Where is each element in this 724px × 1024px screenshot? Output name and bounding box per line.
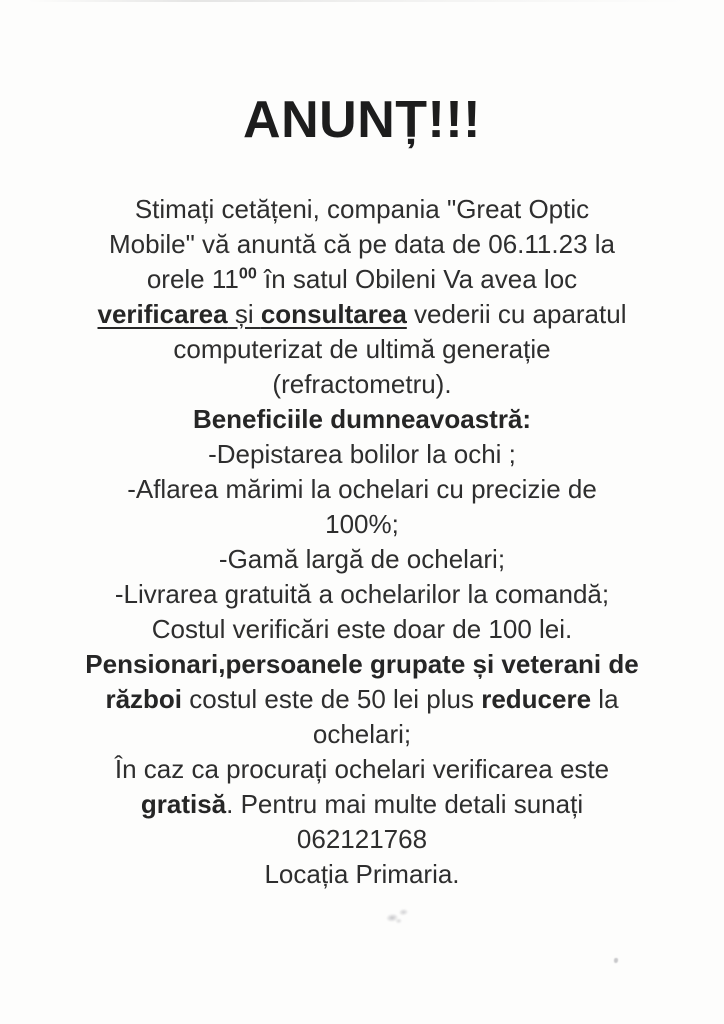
body-text-segment: În caz ca procurați ochelari verificarea este [114, 754, 610, 784]
body-text-segment: 100%; [325, 509, 399, 539]
body-text-segment: Stimați cetățeni, compania "Great Optic [134, 194, 590, 224]
body-line [30, 647, 694, 682]
body-text-segment: război [105, 684, 183, 714]
body-line [30, 752, 694, 787]
scan-smudge-artifact [381, 903, 416, 929]
body-line [30, 367, 694, 402]
body-line [30, 542, 694, 577]
body-text-segment: în satul Obileni Va avea loc [256, 264, 578, 294]
body-text-segment: 00 [238, 264, 257, 283]
body-text-segment: Beneficiile dumneavoastră: [192, 404, 532, 434]
body-line [30, 332, 694, 367]
body-line [30, 297, 694, 332]
body-line [30, 507, 694, 542]
body-line [30, 472, 694, 507]
body-text-segment: costul este de 50 lei plus [182, 684, 482, 714]
page-title: ANUNȚ!!! [243, 91, 481, 149]
body-text-segment: -Gamă largă de ochelari; [218, 544, 506, 574]
body-text-segment: . Pentru mai multe detali sunați [226, 789, 584, 819]
body-text-segment: reducere [481, 684, 592, 714]
body-line [30, 717, 694, 752]
body-text-segment: Locația Primaria. [264, 859, 460, 889]
body-line [30, 682, 694, 717]
scan-speck-artifact [614, 958, 618, 963]
body-line [30, 612, 694, 647]
body-line [30, 192, 694, 227]
body-text-segment: la [591, 684, 619, 714]
body-line [30, 262, 694, 297]
body-text-segment: vederii cu aparatul [406, 299, 627, 329]
body-text-segment: Costul verificări este doar de 100 lei. [151, 614, 573, 644]
body-line [30, 577, 694, 612]
body-line [30, 822, 694, 857]
body-text-segment: ochelari; [312, 719, 412, 749]
body-text-segment: orele 11 [146, 264, 239, 294]
body-text-segment: 062121768 [296, 824, 428, 854]
body-text-segment: Mobile" vă anuntă că pe data de 06.11.23 la [108, 229, 615, 259]
scanner-edge-artifact [28, 0, 688, 2]
body-text-segment: și [227, 299, 261, 329]
body-text-segment: -Livrarea gratuită a ochelarilor la comandă; [114, 579, 610, 609]
body-line [30, 227, 694, 262]
body-line [30, 437, 694, 472]
body-text-segment: gratisă [140, 789, 227, 819]
body-text-segment: Pensionari,persoanele grupate și veterani de [85, 649, 639, 679]
body-text-segment: verificarea [97, 299, 228, 329]
body-line [30, 402, 694, 437]
body-text-segment: -Aflarea mărimi la ochelari cu precizie de [127, 474, 597, 504]
body-line [30, 857, 694, 892]
body-text-segment: (refractometru). [272, 369, 452, 399]
body-text-segment: consultarea [260, 299, 407, 329]
body-text-segment: computerizat de ultimă generație [173, 334, 551, 364]
body-text-segment: -Depistarea bolilor la ochi ; [208, 439, 516, 469]
body-line [30, 787, 694, 822]
announcement-body [30, 192, 694, 892]
